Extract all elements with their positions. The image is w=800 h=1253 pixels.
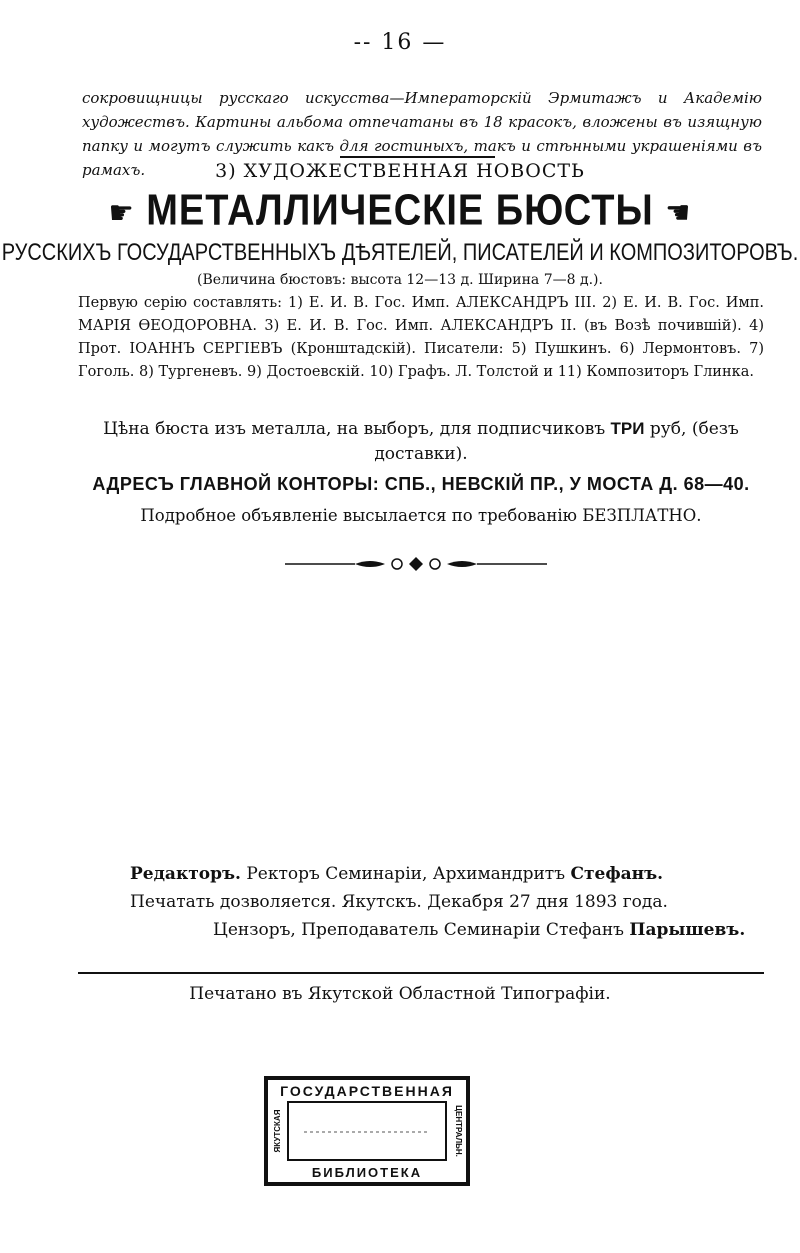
ornament-divider — [285, 556, 547, 572]
short-rule — [340, 156, 495, 158]
series-paragraph: Первую серію составлять: 1) Е. И. В. Гос. Имп. АЛЕКСАНДРЪ III. 2) Е. И. В. Гос. Имп. МАРІЯ ӨЕОДОРОВНА. 3) Е. И. В. Гос. Имп. АЛЕКСАНДРЪ II. (въ Возѣ почившій). 4) Прот. ІОАННЪ СЕРГІЕВЪ (Кронштадскій). Писатели: 5) Пушкинъ. 6) Лермонтовъ. 7) Гоголь. 8) Тургеневъ. 9) Достоевскій. 10) Графъ. Л. Толстой и 11) Композиторъ Глинка. — [78, 295, 764, 380]
main-title-row — [0, 187, 800, 236]
censor-line — [213, 920, 745, 940]
page-number: -- 16 — — [353, 30, 447, 55]
stamp-left-text: ЯКУТСКАЯ — [273, 1109, 282, 1153]
editor-line — [130, 864, 663, 884]
office-address: АДРЕСЪ ГЛАВНОЙ КОНТОРЫ: СПБ., НЕВСКІЙ ПР., У МОСТА Д. 68—40. — [92, 474, 750, 494]
stamp-right-text: ЦЕНТРАЛЬН. — [454, 1105, 463, 1157]
editor-name: Стефанъ. — [570, 864, 664, 884]
censor-text: Цензоръ, Преподаватель Семинаріи Стефанъ — [213, 920, 630, 940]
editor-label: Редакторъ. — [130, 864, 241, 884]
price-amount: ТРИ — [610, 419, 645, 438]
stamp-bottom-text: БИБЛИОТЕКА — [311, 1165, 423, 1180]
library-stamp — [264, 1076, 470, 1186]
price-before: Цѣна бюста изъ металла, на выборъ, для подписчиковъ — [103, 419, 611, 439]
censor-name: Парышевъ. — [629, 920, 746, 940]
long-rule — [78, 972, 764, 974]
pointing-hand-right-icon: ☚ — [665, 195, 692, 232]
subtitle: РУССКИХЪ ГОСУДАРСТВЕННЫХЪ ДѢЯТЕЛЕЙ, ПИСАТЕЛЕЙ И КОМПОЗИТОРОВЪ. — [1, 239, 799, 267]
details-note: Подробное объявленіе высылается по требованію БЕЗПЛАТНО. — [140, 506, 702, 525]
price-after: руб, (безъ доставки). — [374, 419, 739, 464]
section-heading: 3) ХУДОЖЕСТВЕННАЯ НОВОСТЬ — [215, 160, 585, 182]
price-paragraph — [78, 416, 764, 467]
stamp-top-text: ГОСУДАРСТВЕННАЯ — [280, 1083, 454, 1099]
intro-paragraph: сокровищницы русскаго искусства—Императорскій Эрмитажъ и Академію художествъ. Картины альбома отпечатаны въ 18 красокъ, вложены въ изящную папку и могутъ служить какъ для гостиныхъ, такъ и стѣнными украшеніями въ рамахъ. — [82, 89, 762, 179]
editor-text: Ректоръ Семинаріи, Архимандритъ — [240, 864, 571, 884]
pointing-hand-left-icon: ☛ — [108, 195, 135, 232]
permission-line: Печатать дозволяется. Якутскъ. Декабря 27 дня 1893 года. — [130, 892, 668, 912]
main-title: МЕТАЛЛИЧЕСКІЕ БЮСТЫ — [146, 186, 654, 236]
printer-imprint: Печатано въ Якутской Областной Типографіи. — [189, 984, 611, 1004]
dimensions-note: (Величина бюстовъ: высота 12—13 д. Ширина 7—8 д.). — [197, 272, 603, 288]
